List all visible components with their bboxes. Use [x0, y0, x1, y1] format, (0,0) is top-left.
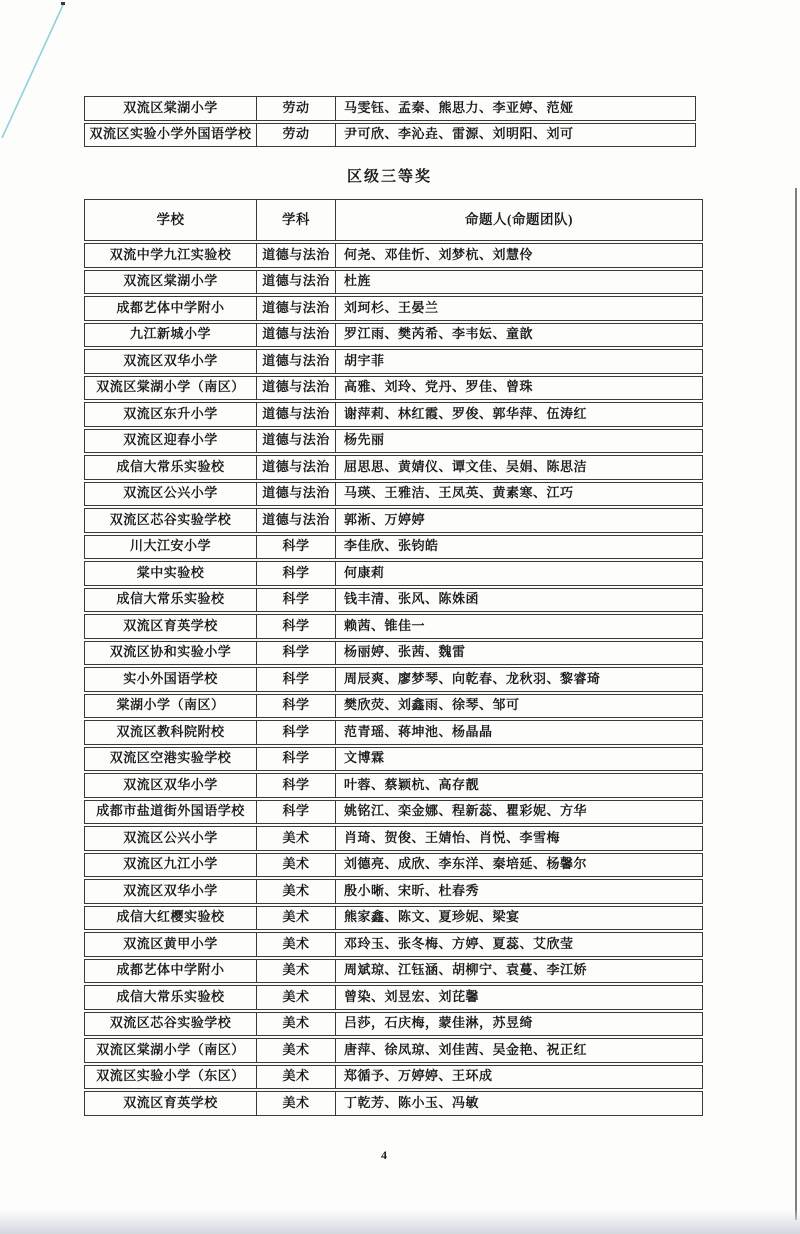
table-row	[84, 270, 703, 295]
names-cell: 高雅、刘玲、党丹、罗佳、曾珠	[344, 379, 534, 395]
award-table-continued	[84, 96, 696, 149]
subject-cell: 道德与法治	[257, 430, 336, 453]
school-cell: 成信大常乐实验校	[85, 456, 257, 479]
names-cell: 姚铭江、栾金娜、程新蕊、瞿彩妮、方华	[344, 803, 588, 819]
school-cell: 九江新城小学	[85, 324, 257, 347]
school-cell: 双流区实验小学外国语学校	[85, 124, 257, 147]
school-cell: 双流区九江小学	[85, 854, 257, 877]
table-row	[84, 123, 696, 148]
scan-artifact-bottom-shadow	[0, 1210, 800, 1234]
subject-cell: 道德与法治	[257, 350, 336, 373]
subject-cell: 劳动	[257, 124, 336, 147]
subject-cell: 科学	[257, 615, 336, 638]
school-cell: 成都艺体中学附小	[85, 960, 257, 983]
names-cell: 曾染、刘昱宏、刘芘馨	[344, 988, 480, 1004]
school-cell: 成信大常乐实验校	[85, 986, 257, 1009]
third-prize-table	[84, 199, 703, 1118]
table-row	[84, 1091, 703, 1116]
header-school: 学校	[85, 200, 257, 240]
table-row	[84, 296, 703, 321]
names-cell: 郑循予、万婷婷、王环成	[344, 1068, 493, 1084]
names-cell: 郭淅、万婷婷	[344, 511, 426, 527]
subject-cell: 道德与法治	[257, 483, 336, 506]
names-cell: 刘德亮、成欣、李东洋、秦培延、杨馨尔	[344, 856, 588, 872]
school-cell: 双流区育英学校	[85, 615, 257, 638]
table-row	[84, 402, 703, 427]
scan-artifact-cyan-line	[0, 0, 70, 145]
school-cell: 双流区公兴小学	[85, 827, 257, 850]
table-header-row	[84, 199, 703, 241]
section-title: 区级三等奖	[346, 169, 432, 185]
subject-cell: 科学	[257, 642, 336, 665]
names-cell: 马瑛、王雅洁、王凤英、黄素寒、江巧	[344, 485, 574, 501]
school-cell: 双流区教科院附校	[85, 721, 257, 744]
table-row	[84, 667, 703, 692]
subject-cell: 道德与法治	[257, 244, 336, 267]
subject-cell: 科学	[257, 536, 336, 559]
subject-cell: 美术	[257, 960, 336, 983]
subject-cell: 道德与法治	[257, 271, 336, 294]
school-cell: 实小外国语学校	[85, 668, 257, 691]
header-subject: 学科	[257, 200, 336, 240]
table-row	[84, 243, 703, 268]
table-row	[84, 800, 703, 825]
subject-cell: 科学	[257, 801, 336, 824]
subject-cell: 道德与法治	[257, 297, 336, 320]
names-cell: 钱丰清、张风、陈姝函	[344, 591, 480, 607]
school-cell: 棠中实验校	[85, 562, 257, 585]
table-row	[84, 932, 703, 957]
names-cell: 何尧、邓佳忻、刘梦杭、刘慧伶	[344, 246, 534, 262]
table-row	[84, 853, 703, 878]
table-row	[84, 694, 703, 719]
subject-cell: 科学	[257, 668, 336, 691]
subject-cell: 道德与法治	[257, 324, 336, 347]
school-cell: 双流区实验小学（东区）	[85, 1066, 257, 1089]
subject-cell: 美术	[257, 1039, 336, 1062]
subject-cell: 劳动	[257, 97, 336, 120]
table-row	[84, 720, 703, 745]
header-names: 命题人(命题团队)	[465, 212, 573, 228]
table-row	[84, 429, 703, 454]
subject-cell: 美术	[257, 1066, 336, 1089]
names-cell: 屈思思、黄婧仪、谭文佳、吴娟、陈思洁	[344, 458, 588, 474]
table-row	[84, 959, 703, 984]
names-cell: 樊欣荧、刘鑫雨、徐琴、邹可	[344, 697, 520, 713]
table-row	[84, 906, 703, 931]
table-row	[84, 323, 703, 348]
names-cell: 丁乾芳、陈小玉、冯敏	[344, 1094, 480, 1110]
table-row	[84, 1038, 703, 1063]
subject-cell: 道德与法治	[257, 509, 336, 532]
subject-cell: 美术	[257, 1092, 336, 1115]
table-row	[84, 773, 703, 798]
table-row	[84, 1065, 703, 1090]
names-cell: 李佳欣、张钧皓	[344, 538, 439, 554]
table-row	[84, 641, 703, 666]
school-cell: 双流区棠湖小学	[85, 97, 257, 120]
table-row	[84, 535, 703, 560]
school-cell: 双流区双华小学	[85, 880, 257, 903]
school-cell: 川大江安小学	[85, 536, 257, 559]
table-row	[84, 455, 703, 480]
school-cell: 双流区双华小学	[85, 350, 257, 373]
names-cell: 罗江雨、樊芮希、李韦妘、童歆	[344, 326, 534, 342]
names-cell: 范青瑶、蒋坤池、杨晶晶	[344, 723, 493, 739]
subject-cell: 科学	[257, 562, 336, 585]
subject-cell: 道德与法治	[257, 456, 336, 479]
school-cell: 双流区棠湖小学（南区）	[85, 1039, 257, 1062]
school-cell: 成都市盐道街外国语学校	[85, 801, 257, 824]
school-cell: 双流中学九江实验校	[85, 244, 257, 267]
names-cell: 尹可欣、李沁垚、雷源、刘明阳、刘可	[344, 126, 574, 142]
names-cell: 杨丽婷、张茜、魏雷	[344, 644, 466, 660]
school-cell: 成都艺体中学附小	[85, 297, 257, 320]
names-cell: 谢萍莉、林红霞、罗俊、郭华萍、伍涛红	[344, 405, 588, 421]
subject-cell: 科学	[257, 589, 336, 612]
table-row	[84, 826, 703, 851]
school-cell: 双流区公兴小学	[85, 483, 257, 506]
school-cell: 棠湖小学（南区）	[85, 695, 257, 718]
names-cell: 唐萍、徐凤琼、刘佳茜、吴金艳、祝正红	[344, 1041, 588, 1057]
subject-cell: 美术	[257, 933, 336, 956]
names-cell: 熊家鑫、陈文、夏珍妮、梁宴	[344, 909, 520, 925]
table-row	[84, 376, 703, 401]
names-cell: 肖琦、贺俊、王婧怡、肖悦、李雪梅	[344, 829, 561, 845]
school-cell: 成信大红樱实验校	[85, 907, 257, 930]
names-cell: 周辰爽、廖梦琴、向乾春、龙秋羽、黎睿琦	[344, 670, 601, 686]
school-cell: 双流区协和实验小学	[85, 642, 257, 665]
table-row	[84, 482, 703, 507]
school-cell: 双流区棠湖小学（南区）	[85, 377, 257, 400]
table-row	[84, 1012, 703, 1037]
table-row	[84, 747, 703, 772]
table-row	[84, 349, 703, 374]
subject-cell: 科学	[257, 774, 336, 797]
school-cell: 双流区芯谷实验学校	[85, 509, 257, 532]
names-cell: 马雯钰、孟秦、熊思力、李亚婷、范娅	[344, 99, 574, 115]
third-prize-table-body	[84, 243, 703, 1116]
subject-cell: 美术	[257, 880, 336, 903]
names-cell: 叶蓉、蔡颖杭、高存靓	[344, 776, 480, 792]
school-cell: 成信大常乐实验校	[85, 589, 257, 612]
names-cell: 杜旌	[344, 273, 372, 289]
names-cell: 刘珂杉、王晏兰	[344, 299, 439, 315]
school-cell: 双流区黄甲小学	[85, 933, 257, 956]
subject-cell: 科学	[257, 721, 336, 744]
school-cell: 双流区芯谷实验学校	[85, 1013, 257, 1036]
table-row	[84, 508, 703, 533]
school-cell: 双流区空港实验学校	[85, 748, 257, 771]
subject-cell: 科学	[257, 748, 336, 771]
table-row	[84, 985, 703, 1010]
table-row	[84, 614, 703, 639]
school-cell: 双流区育英学校	[85, 1092, 257, 1115]
school-cell: 双流区迎春小学	[85, 430, 257, 453]
names-cell: 邓玲玉、张冬梅、方婷、夏蕊、艾欣莹	[344, 935, 574, 951]
names-cell: 吕莎，石庆梅，蒙佳淋，苏昱绮	[344, 1015, 534, 1031]
subject-cell: 道德与法治	[257, 403, 336, 426]
subject-cell: 道德与法治	[257, 377, 336, 400]
names-cell: 赖茜、锥佳一	[344, 617, 426, 633]
subject-cell: 美术	[257, 986, 336, 1009]
names-cell: 文博霖	[344, 750, 385, 766]
names-cell: 何康莉	[344, 564, 385, 580]
names-cell: 胡宇菲	[344, 352, 385, 368]
table-row	[84, 96, 696, 121]
names-cell: 杨先丽	[344, 432, 385, 448]
school-cell: 双流区东升小学	[85, 403, 257, 426]
scan-artifact-right-edge	[795, 188, 797, 1220]
table-row	[84, 879, 703, 904]
table-row	[84, 561, 703, 586]
subject-cell: 美术	[257, 854, 336, 877]
subject-cell: 美术	[257, 907, 336, 930]
names-cell: 周斌琼、江钰涵、胡柳宁、袁蔓、李江娇	[344, 962, 588, 978]
school-cell: 双流区棠湖小学	[85, 271, 257, 294]
subject-cell: 美术	[257, 1013, 336, 1036]
subject-cell: 科学	[257, 695, 336, 718]
names-cell: 殷小晰、宋昕、杜春秀	[344, 882, 480, 898]
page-number: 4	[381, 1148, 387, 1162]
school-cell: 双流区双华小学	[85, 774, 257, 797]
subject-cell: 美术	[257, 827, 336, 850]
table-row	[84, 588, 703, 613]
